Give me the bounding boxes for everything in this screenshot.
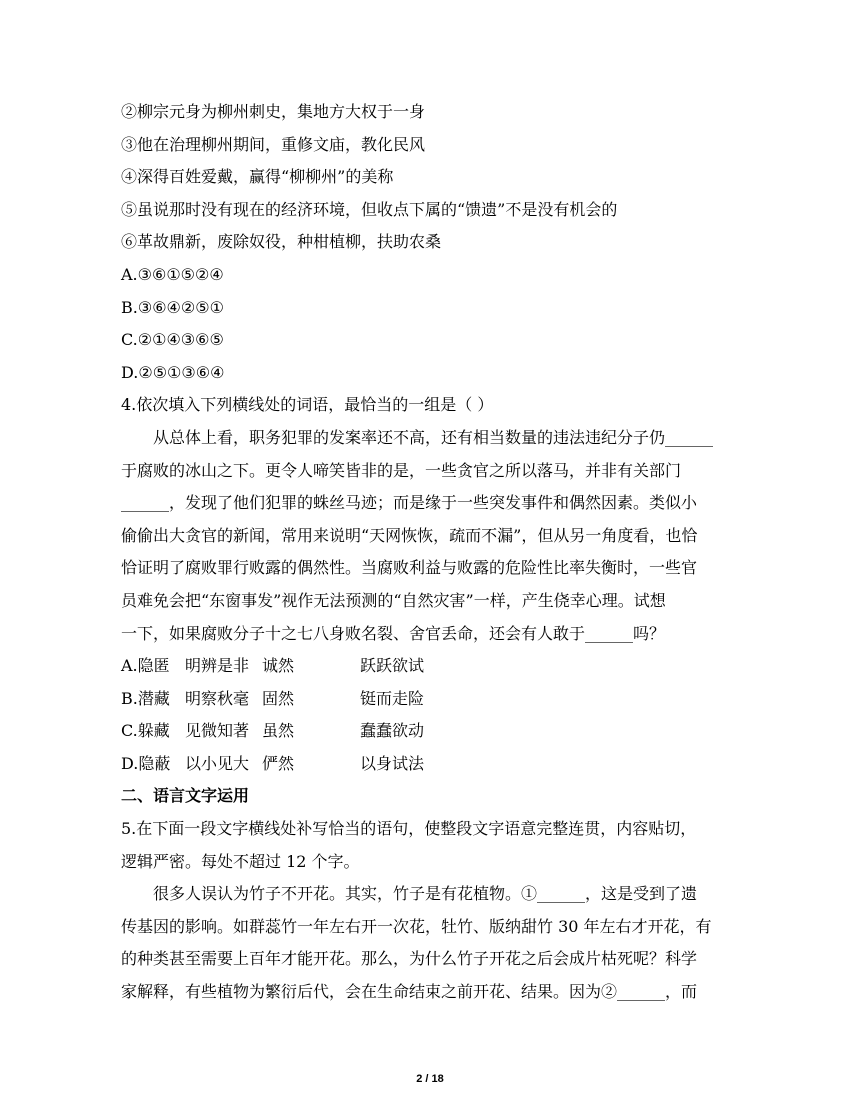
- q5-passage-line: 的种类甚至需要上百年才能开花。那么，为什么竹子开花之后会成片枯死呢？科学: [121, 949, 698, 969]
- q4-passage: [121, 422, 739, 650]
- option-word-2: 诚然: [262, 656, 295, 676]
- option-word-1: 明察秋毫: [185, 688, 250, 708]
- q4-stem: 4.依次填入下列横线处的词语，最恰当的一组是（ ）: [121, 395, 494, 415]
- q3-statement: ⑤虽说那时没有现在的经济环境，但收点下属的“馈遗”不是没有机会的: [121, 199, 618, 219]
- q5-passage-line: 很多人误认为竹子不开花。其实，竹子是有花植物。①______，这是受到了遗: [153, 884, 698, 904]
- option-label: A.隐匿: [121, 656, 170, 676]
- q5-passage-line: 家解释，有些植物为繁衍后代，会在生命结束之前开花、结果。因为②______，而: [121, 982, 698, 1002]
- q4-option-c: [121, 715, 739, 748]
- option-word-1: 明辨是非: [185, 656, 250, 676]
- q3-statement-list: [121, 96, 739, 259]
- q4-passage-line: ______，发现了他们犯罪的蛛丝马迹；而是缘于一些突发事件和偶然因素。类似小: [121, 493, 698, 513]
- q5-stem: [121, 813, 739, 878]
- q5-stem-line: 5.在下面一段文字横线处补写恰当的语句，使整段文字语意完整连贯，内容贴切，: [121, 819, 697, 839]
- q3-statement: ④深得百姓爱戴，赢得“柳柳州”的美称: [121, 167, 394, 187]
- option-word-3: 跃跃欲试: [360, 656, 425, 676]
- q4-passage-line: 偷偷出大贪官的新闻，常用来说明“天网恢恢，疏而不漏”，但从另一角度看，也恰: [121, 525, 698, 545]
- option-label: C.躲藏: [121, 721, 170, 741]
- option-word-3: 以身试法: [360, 753, 425, 773]
- q4-option-d: [121, 748, 739, 781]
- option-label: D.隐蔽: [121, 753, 171, 773]
- q4-options: [121, 650, 739, 780]
- option-word-2: 俨然: [262, 753, 295, 773]
- q5-passage: [121, 878, 739, 1008]
- q4-passage-line: 从总体上看，职务犯罪的发案率还不高，还有相当数量的违法违纪分子仍______: [153, 427, 714, 447]
- q4-option-a: [121, 650, 739, 683]
- q3-statement: ⑥革故鼎新，废除奴役，种柑植柳，扶助农桑: [121, 232, 442, 252]
- option-word-3: 蠢蠢欲动: [360, 721, 425, 741]
- q3-option-c: C.②①④③⑥⑤: [121, 330, 224, 350]
- q3-option-b: B.③⑥④②⑤①: [121, 297, 224, 317]
- q4-passage-line: 恰证明了腐败罪行败露的偶然性。当腐败利益与败露的危险性比率失衡时，一些官: [121, 558, 698, 578]
- q4-passage-line: 于腐败的冰山之下。更令人啼笑皆非的是，一些贪官之所以落马，并非有关部门: [121, 460, 682, 480]
- q3-statement: ②柳宗元身为柳州刺史，集地方大权于一身: [121, 102, 426, 121]
- q3-option-d: D.②⑤①③⑥④: [121, 362, 225, 382]
- option-word-1: 见微知著: [185, 721, 250, 741]
- option-word-2: 固然: [262, 688, 295, 708]
- section-heading: 二、语言文字运用: [121, 786, 250, 806]
- q4-option-b: [121, 683, 739, 716]
- q5-stem-line: 逻辑严密。每处不超过 12 个字。: [121, 851, 360, 871]
- page-content: [121, 96, 739, 1009]
- option-word-3: 铤而走险: [360, 688, 425, 708]
- q3-options: [121, 259, 739, 389]
- q3-statement: ③他在治理柳州期间，重修文庙，教化民风: [121, 134, 426, 154]
- option-word-2: 虽然: [262, 721, 295, 741]
- page-number: 2 / 18: [416, 1073, 444, 1085]
- q4-passage-line: 员难免会把“东窗事发”视作无法预测的“自然灾害”一样，产生侥幸心理。试想: [121, 590, 666, 610]
- option-word-1: 以小见大: [185, 753, 250, 773]
- q4-passage-line: 一下，如果腐败分子十之七八身败名裂、舍官丢命，还会有人敢于______吗？: [121, 623, 666, 643]
- q3-option-a: A.③⑥①⑤②④: [121, 264, 224, 284]
- option-label: B.潜藏: [121, 688, 170, 708]
- q5-passage-line: 传基因的影响。如群蕊竹一年左右开一次花，牡竹、版纳甜竹 30 年左右才开花，有: [121, 916, 712, 936]
